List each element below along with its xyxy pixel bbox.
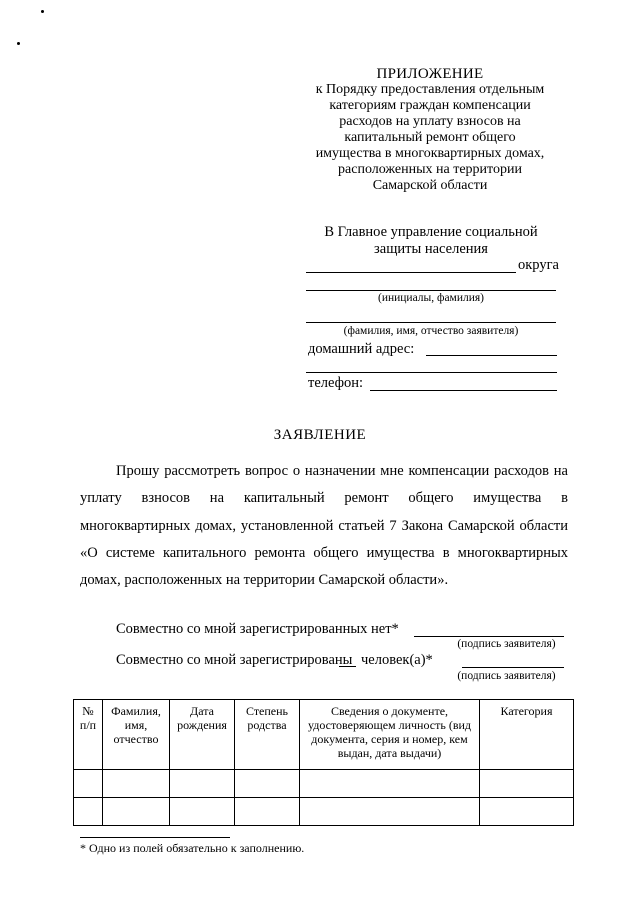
registered-none-label: Совместно со мной зарегистрированных нет*	[116, 621, 399, 637]
header-cell-name: Фамилия, имя, отчество	[103, 700, 170, 770]
table-cell[interactable]	[103, 770, 170, 798]
table-cell[interactable]	[480, 770, 574, 798]
scan-mark	[17, 42, 20, 45]
addressee-line: защиты населения	[374, 241, 488, 257]
head-name-field-line[interactable]	[306, 290, 556, 291]
table-cell[interactable]	[170, 770, 235, 798]
registered-count-label: Совместно со мной зарегистрированы	[116, 652, 353, 668]
phone-field-line[interactable]	[370, 390, 557, 391]
table-cell[interactable]	[103, 798, 170, 826]
statement-body: Прошу рассмотреть вопрос о назначении мне компенсации расходов на уплату взносов на капитальный ремонт общего имущества в многоквартирных домах, установленной статьей 7 Закона Самарской области «О системе капитального ремонта общего имущества в многоквартирных домах, расположенных на территории Самарской области».	[80, 463, 568, 589]
table-cell[interactable]	[235, 798, 300, 826]
district-suffix: округа	[518, 257, 559, 273]
addressee-line: В Главное управление социальной	[324, 224, 538, 240]
header-cell-relation: Степень родства	[235, 700, 300, 770]
table-cell[interactable]	[170, 798, 235, 826]
header-cell-number: № п/п	[74, 700, 103, 770]
table-cell[interactable]	[300, 770, 480, 798]
addressee-block	[300, 224, 562, 258]
applicant-caption: (фамилия, имя, отчество заявителя)	[343, 325, 519, 337]
table-cell[interactable]	[480, 798, 574, 826]
table-cell[interactable]	[74, 798, 103, 826]
appendix-line: имущества в многоквартирных домах,	[315, 146, 545, 161]
scan-mark	[41, 10, 44, 13]
signature-caption-none: (подпись заявителя)	[457, 638, 556, 650]
appendix-title: ПРИЛОЖЕНИЕ	[376, 66, 484, 82]
table-header-row	[74, 700, 574, 770]
appendix-line: Самарской области	[372, 178, 488, 193]
document-heading: ЗАЯВЛЕНИЕ	[273, 427, 367, 443]
registered-count-unit: человек(а)*	[361, 652, 433, 668]
footnote: * Одно из полей обязательно к заполнению.	[80, 841, 305, 855]
header-cell-category: Категория	[480, 700, 574, 770]
table-row	[74, 770, 574, 798]
district-field-line[interactable]	[306, 272, 516, 273]
header-cell-document: Сведения о документе, удостоверяющем личность (вид документа, серия и номер, кем выдан, дата выдачи)	[300, 700, 480, 770]
table-cell[interactable]	[235, 770, 300, 798]
phone-label: телефон:	[308, 375, 364, 391]
appendix-line: категориям граждан компенсации	[329, 98, 531, 113]
signature-line-some[interactable]	[462, 667, 564, 668]
address-field-line-2[interactable]	[306, 372, 557, 373]
appendix-line: расходов на уплату взносов на	[339, 114, 521, 129]
signature-caption-some: (подпись заявителя)	[457, 670, 556, 682]
appendix-line: капитальный ремонт общего	[344, 130, 516, 145]
header-cell-birthdate: Дата рождения	[170, 700, 235, 770]
table-cell[interactable]	[300, 798, 480, 826]
table-cell[interactable]	[74, 770, 103, 798]
table-row	[74, 798, 574, 826]
appendix-block	[300, 66, 560, 194]
appendix-line: расположенных на территории	[338, 162, 522, 177]
initials-caption: (инициалы, фамилия)	[377, 292, 485, 304]
household-table	[73, 699, 574, 826]
appendix-line: к Порядку предоставления отдельным	[315, 82, 545, 97]
registered-count-field[interactable]	[339, 666, 356, 667]
address-field-line[interactable]	[426, 355, 557, 356]
applicant-name-field-line[interactable]	[306, 322, 556, 323]
signature-line-none[interactable]	[414, 636, 564, 637]
footnote-divider	[80, 837, 230, 838]
address-label: домашний адрес:	[308, 341, 415, 357]
